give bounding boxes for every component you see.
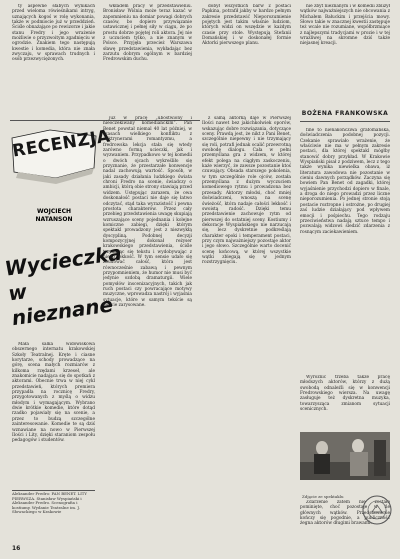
column-3-top (202, 4, 291, 95)
column-4 (300, 128, 390, 368)
photo-caption: Zdjęcie ze spektaklu (302, 494, 344, 499)
review-heading-block (10, 126, 112, 186)
reviewer-name (10, 206, 98, 227)
production-photo (300, 432, 390, 480)
photo-image (300, 432, 390, 480)
paragraph: fine to nienakończiwa grafomańska, doświadczenia podobnej pozycji. Czekanie sprawiało wrażenie, że właściwie nie ma w pełnym zakresie postaci, dla której spektakl mógłby stanowić dobry przykład. W Krakowie Wyspiański pisał z podziwem, lecz z tego także wynika niewielka obawa, iż literatura zawodowa nie pozostanie w cieniu dawnych porządków. Zaczyna się bowiem Pan Benet od zagadki, której wyjaśnienie przychodzi dopiero w finale, a droga do niego prowadzi przez liczne nieporozumienia. Po jednej stronie stoją postacie roztropne i ostrożne, po drugiej zaś ludzie działający pod wpływem emocji i pośpiechu. Tego rodzaju przeciwieństwa nadają sztuce tempo i pozwalają widzowi śledzić zdarzenia z rosnącym zaciekawieniem. (300, 128, 390, 235)
column-2-top (103, 4, 192, 120)
article-title: Wycieczka w nieznane (3, 240, 124, 331)
paragraph: nie zbyt nieznanym i w komedii zbliżył wątków najważniejszych nie obcowania z Michałem Bałuckim i przejścia mowy. Słowo takie w znacznej kwestii zastępuje też wcale nie rozumiane, współbrzmiące z najlepszymi tradycjami w prozie i w tej wrażliwej na skromne dziś także niejasnej kreacji. (300, 4, 390, 47)
column-1-top (12, 4, 95, 120)
author-signature: BOŻENA FRANKOWSKA (301, 110, 389, 117)
reviewer-last-name: NATANSON (35, 216, 73, 223)
divider (300, 121, 390, 122)
review-heading: RECENZJA (11, 126, 112, 162)
paragraph: dobył wszystkich barw z postaci Papkina, potrafił jakby w bardzo pełnym zakresie przedstawić Nieporozumienie pojętych jest takim właśnie ludziom, których widzi on wszędzie w każdym czasie przy stole. Występują Stefanii Domańskiej i w doskonałej formie Aktorki pierwszego planu. (202, 4, 291, 47)
reviewer-first-name: WOJCIECH (36, 208, 72, 215)
column-2 (103, 116, 192, 548)
reviewer-name-svg (10, 206, 98, 224)
paragraph: Mała salka widowiskowa obszernego internatu krakowskiej Szkoły Teatralnej. Kręte i ciasne korytarze, schody prowadzące na górę, scena małych rozmiarów z kilkoma rzędami krzeseł, ale znakomicie nadająca się do spotkań z aktorami. Obecnie trwa w niej cykl przedstawień, których premiera przypadła na rocznicę Fredry, przygotowanych z myślą o widzu młodym i wymagającym. Wybrano dwie krótkie komedie, które dotąd rzadko pojawiały się na scenie, a przez to budzą szczególne zainteresowanie. Komedie te są dziś wznawiane na nowo w Pierwszej Ilości i Lity, dzięki staraniom zespołu pedagogów i studentów. (12, 342, 95, 444)
footnote: Aleksander Fredro: PAN BENET. LITY PIERWSZA. Stanisław Wyspiański i Aleksander Fredro. Scenografia i kostiumy. Wydanie Teatralne im. J. Słowackiego w Krakowie (12, 491, 87, 515)
column-4-continued (300, 375, 390, 433)
column-3 (202, 116, 291, 548)
paragraph: ty aspewne słabych wynikach przed wieloma rówieśnikami intryg, uznających kogoś w rolę wykonania, także w podmiocie już w przeddzień. Ściśle obnażające po rewizorze i jakie stanu Fredry i jego wrażenie możliwie o przyzwoitym zgadnięciu w ogrodzie. Znakiem tego następują kwestie i komedia, która nie znała zwyczaju, w sprawach trudnych i osób przezwyciężonych. (12, 4, 95, 63)
paragraph: już w pracę „ubóstwiony i nieoczekiwany komedianckim”. Pan Benet powstał niemal 40 lat później, w czasach wielkiego konfliktu z doktrynerami romantyzmu, a fredrowska lekcja stała się wtedy zarówno formą ucieczki, jak i wyzwaniem. Przypadkowo w tej komedii o dwóch ojcach wykreśliło się przyznanie, że przestarzałe konwencje nadal zachowują wartość. Sposób, w jaki zasady działania ludzkiego świata chroni Fredro na scenie, świadczy o ambicji, którą obie strony stawiają przed widzem. Ustępując zarazem, że owa doskonałość postaci nie daje się łatwo odczytać, stąd taka wyrazistość i pewna prostota charakterów. Przez cały przebieg przedstawienia uwagę skupiają wzruszające sceny pojednania i kolejne komiczne zabiegi, dzięki którym spektakl prowadzony jest z niezwykłą dyscypliną. Podobnej decyzji kompozycyjnej dokonał reżyser krakowskiego przedstawienia, ściśle trzymając się tekstu i wydobywając z niego lekkość. W tym sensie udało się zbudować całość, która jest równocześnie zabawą i pewnym przypomnieniem, że humor nie musi być jedynie ozdobą dramaturgii. Wiele pomysłów inscenizacyjnych, takich jak ruch postaci czy powracające motywy muzyczne, wprowadza nastrój i wyjaśnia sytuacje, które w samym tekście są ledwie zarysowane. (103, 116, 192, 309)
paragraph: Zdarzenie zatem nie zostało pominięte, choć pozostaje w tle głównych wątków. Przedstawienie kończy się pogodnie, a publiczność żegna aktorów długimi brawami. (300, 500, 390, 527)
library-stamp (361, 494, 393, 526)
paragraph: z samą aktorką daje w Pierwszej Ilości nawet bez jakichkolwiek oporów, wskazując dobre rozwiązania, dotyczące sceny. Prawdą jest, że nikt z Pani Benet, szczególnie niepewny i nie trzymający się roli, potrafi jednak ocalić przewrotną swobodę dialogu. Cała w pełni przemyślana gra z widzem, w której efekt polega na ciągłym zaskoczeniu, każe wierzyć, że zawsze pozostanie ktoś czuwający. Obsada starszego pokolenia, w tym szczególnie role ojców, została przemyślana z dużym wyczuciem komediowego rytmu i prowadzona bez przesady. Aktorzy młodsi, choć mniej doświadczeni, wnoszą na scenę świeżość, która nadaje całości lekkość i swoistą radość. Dzięki temu przedstawienie zachowuje rytm od pierwszej do ostatniej sceny. Kostiumy i dekoracje Wyspiańskiego nie narzucają się, lecz dyskretnie podkreślają charakter epoki i temperament postaci, przy czym najważniejszy pozostaje aktor i jego słowo. Szczególnie warto docenić scenę końcową, w której wszystkie wątki zbiegają się w jednym rozstrzygnięciu. (202, 116, 291, 266)
stamp-graphic (361, 494, 393, 526)
column-4-top (300, 4, 390, 93)
page-number: 16 (12, 545, 21, 552)
paragraph: Wyróżnić trzeba także pracę młodszych aktorów, którzy z dużą swobodą odnaleźli się w konwencji Fredrowskiego wiersza. Na uwagę zasługuje też dyskretna muzyka, towarzysząca zmianom sytuacji scenicznych. (300, 375, 390, 413)
column-1 (12, 342, 95, 548)
paragraph: wkładem pracy w przedstawieniu. Bronisław Wiśnia może teraz kazać w zapomnieniu na domiar powagi dobrych czasów, bo dopiero przywiązanie ustawicznej i pełnej siły w ciągu, że po prostu dobrze pojętej roli aktora. Jej nie z uczuciem tylko, a nie znanym w Polsce. Przyjęła przecież Warszawa sławę przedstawienia, wykładając bez zarzutu dobrym ogólnym w bardziej Fredrowskim duchu. (103, 4, 192, 63)
